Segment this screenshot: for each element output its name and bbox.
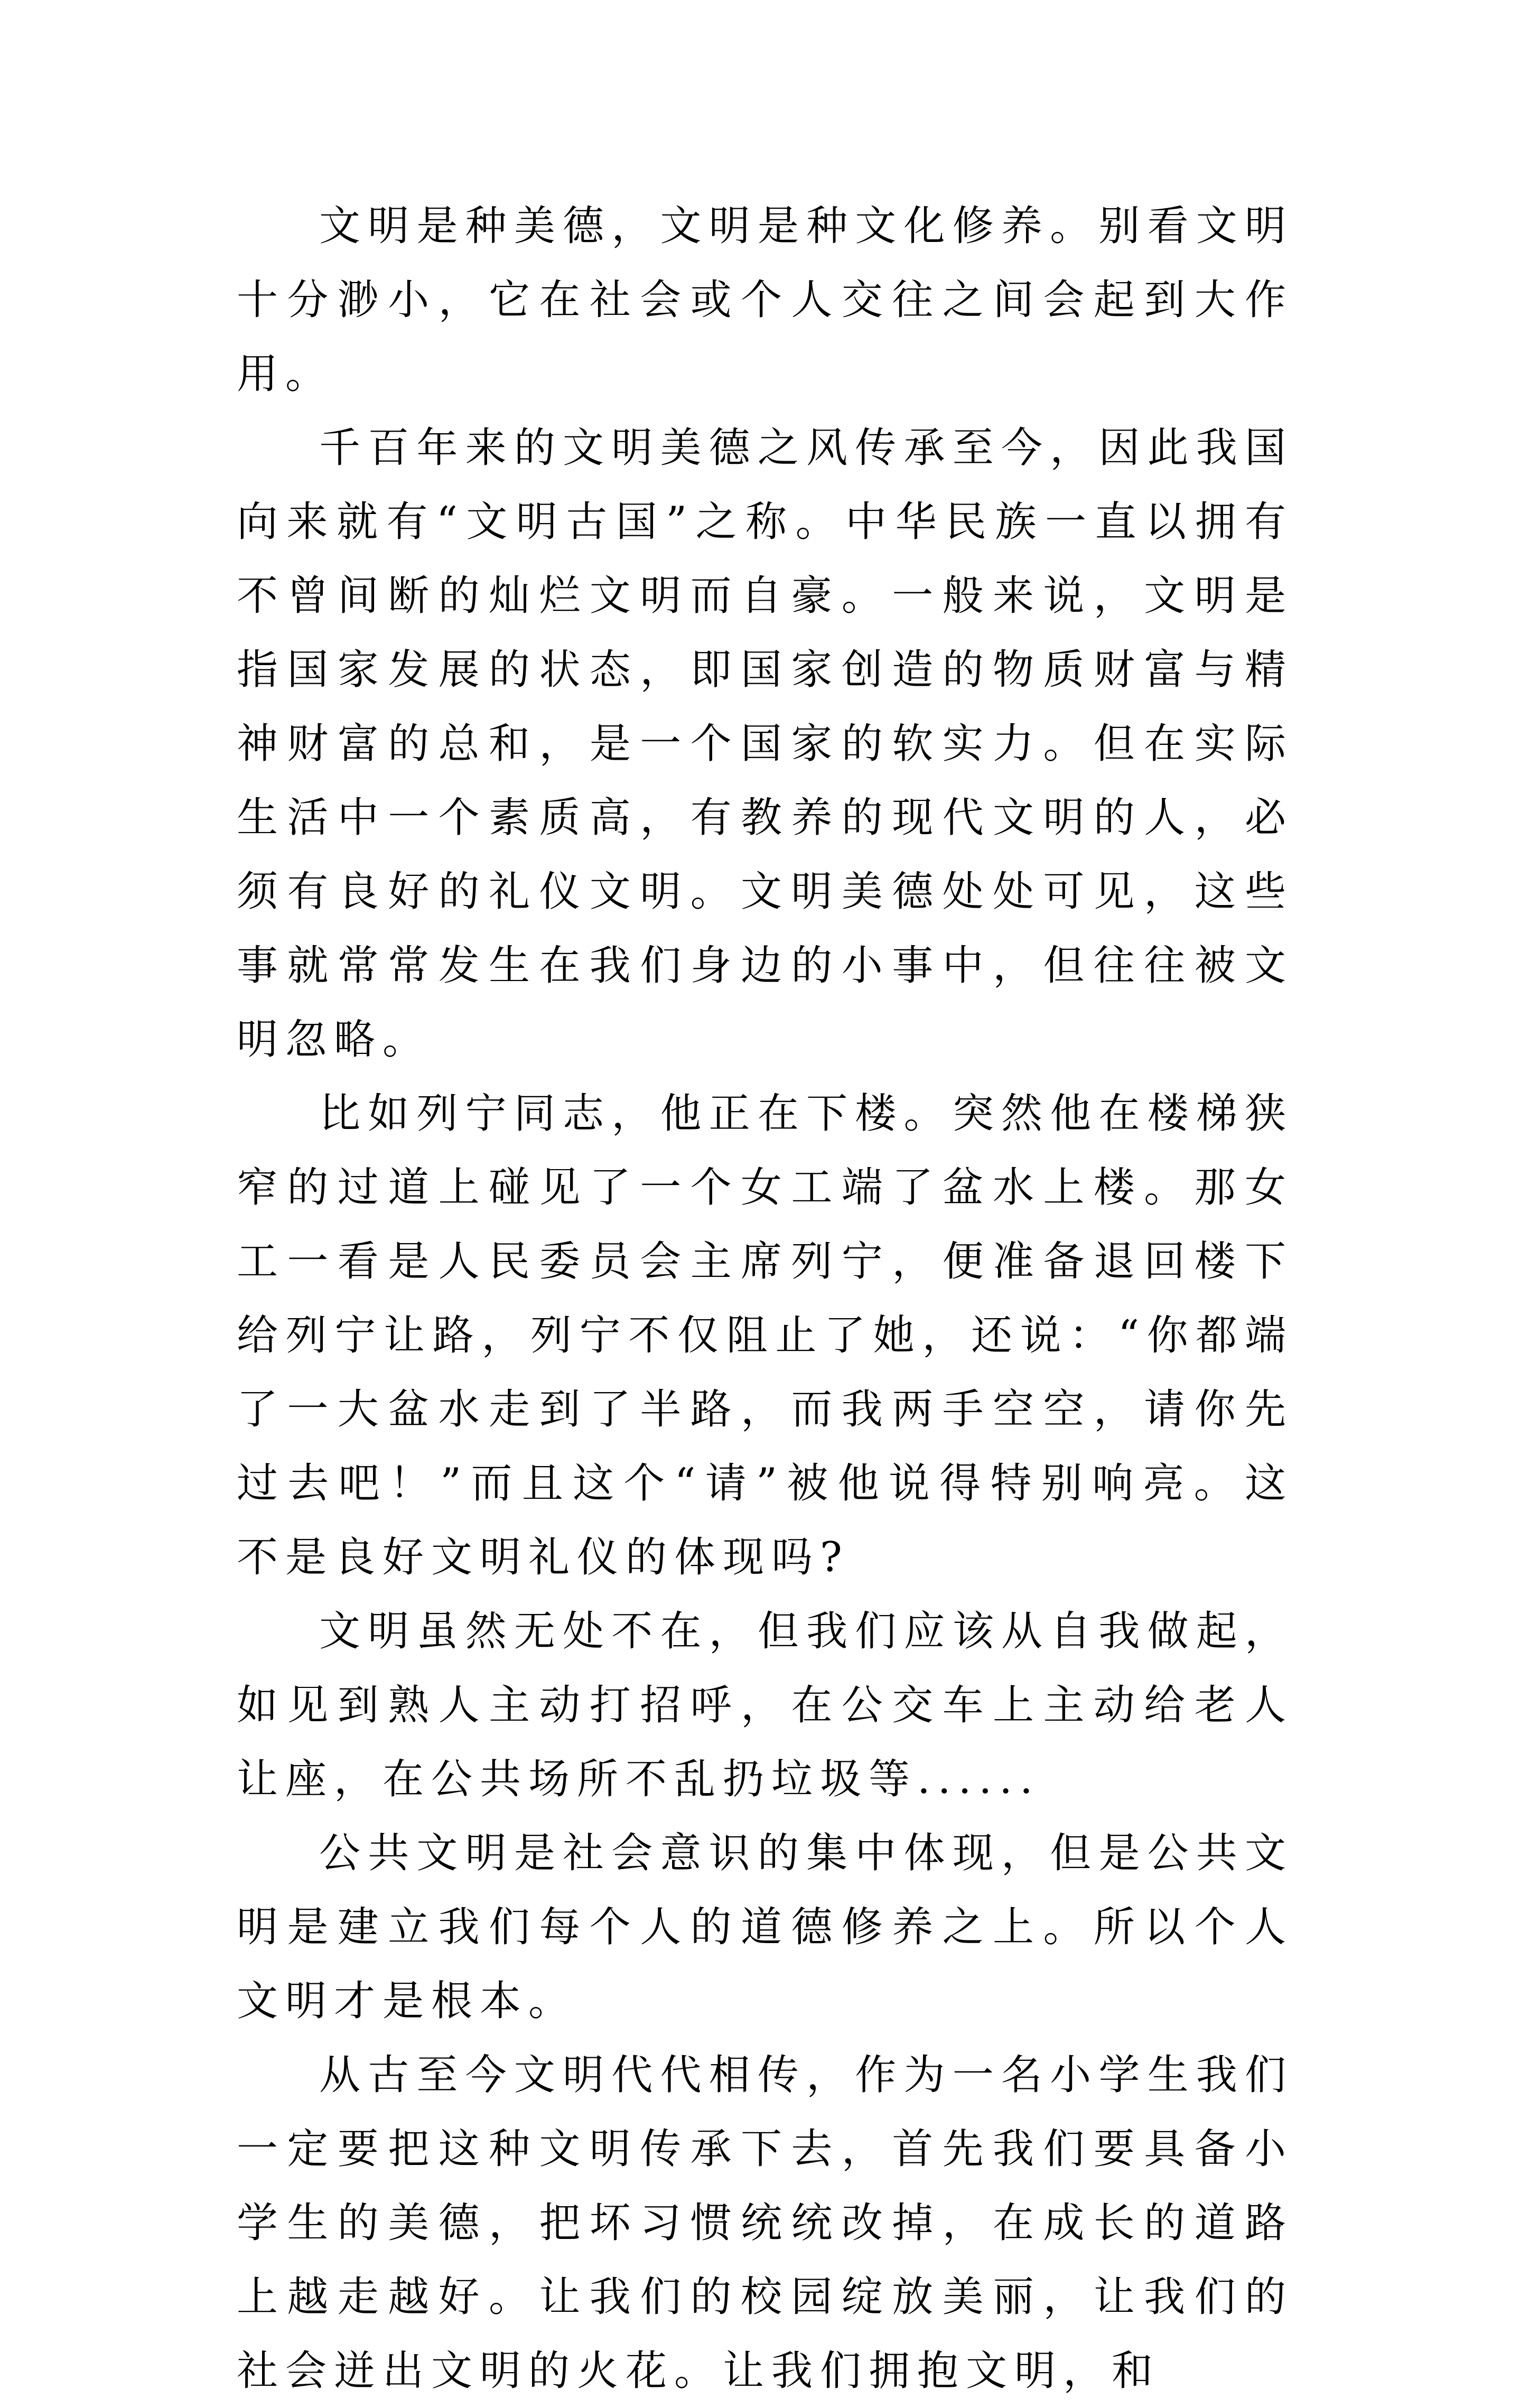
document-body bbox=[237, 189, 1293, 2408]
paragraph-3: 比如列宁同志，他正在下楼。突然他在楼梯狭窄的过道上碰见了一个女工端了盆水上楼。那女工一看是人民委员会主席列宁，便准备退回楼下给列宁让路，列宁不仅阻止了她，还说：“你都端了一大盆水走到了半路，而我两手空空，请你先过去吧！”而且这个“请”被他说得特别响亮。这不是良好文明礼仪的体现吗? bbox=[237, 1090, 1293, 1581]
paragraph-5: 公共文明是社会意识的集中体现，但是公共文明是建立我们每个人的道德修养之上。所以个人文明才是根本。 bbox=[237, 1830, 1293, 2025]
paragraph-6: 从古至今文明代代相传，作为一名小学生我们一定要把这种文明传承下去，首先我们要具备小学生的美德，把坏习惯统统改掉，在成长的道路上越走越好。让我们的校园绽放美丽，让我们的社会迸出文明的火花。让我们拥抱文明，和 bbox=[237, 2051, 1293, 2395]
paragraph-4: 文明虽然无处不在，但我们应该从自我做起，如见到熟人主动打招呼，在公交车上主动给老人让座，在公共场所不乱扔垃圾等...... bbox=[237, 1608, 1293, 1803]
paragraph-2: 千百年来的文明美德之风传承至今，因此我国向来就有“文明古国”之称。中华民族一直以拥有不曾间断的灿烂文明而自豪。一般来说，文明是指国家发展的状态，即国家创造的物质财富与精神财富的总和，是一个国家的软实力。但在实际生活中一个素质高，有教养的现代文明的人，必须有良好的礼仪文明。文明美德处处可见，这些事就常常发生在我们身边的小事中，但往往被文明忽略。 bbox=[237, 424, 1293, 1063]
paragraph-1: 文明是种美德，文明是种文化修养。别看文明十分渺小，它在社会或个人交往之间会起到大作用。 bbox=[237, 202, 1293, 398]
